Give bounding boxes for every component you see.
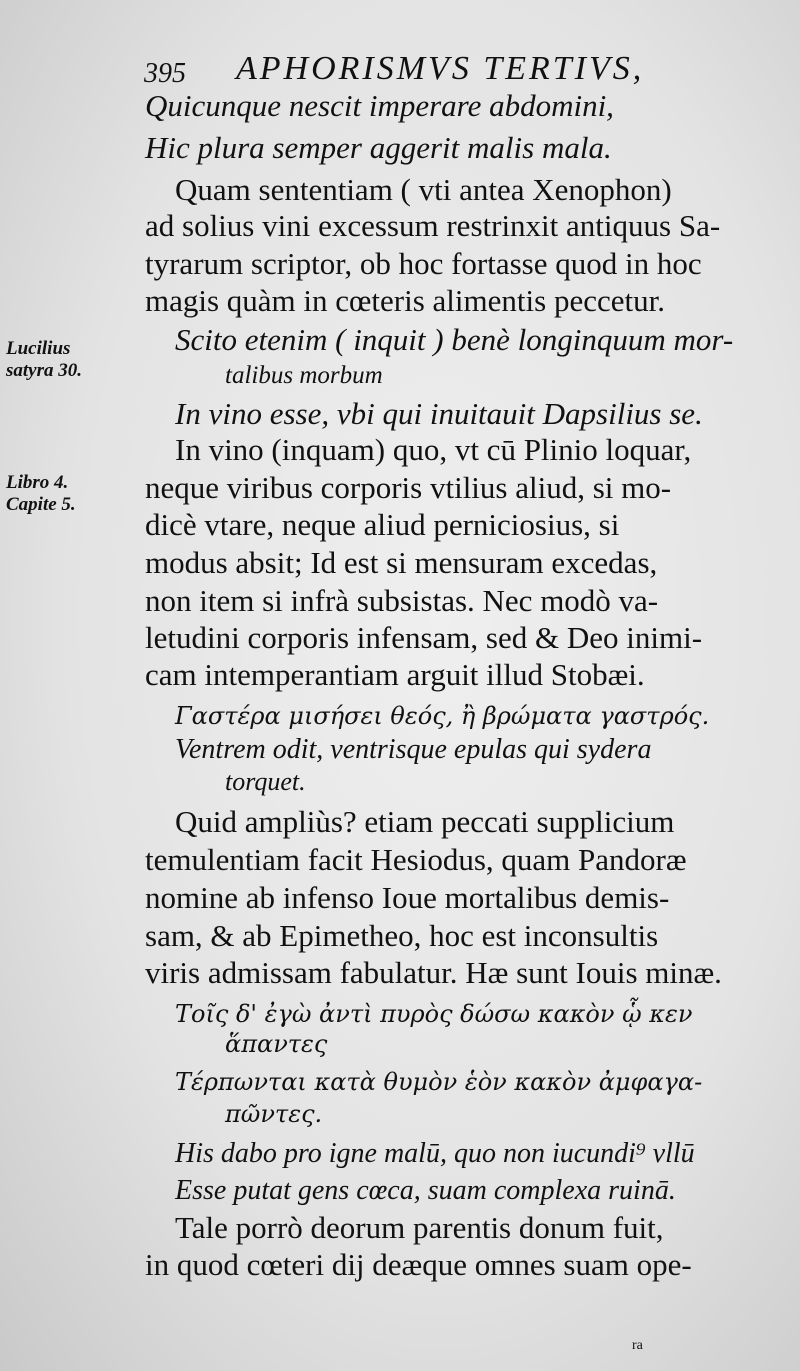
text-line: Quicunque nescit imperare abdomini, bbox=[145, 88, 614, 123]
text-line: magis quàm in cœteris alimentis peccetur. bbox=[145, 283, 665, 318]
text-line: talibus morbum bbox=[225, 362, 383, 389]
text-line: non item si infrà subsistas. Nec modò va- bbox=[145, 583, 659, 618]
margin-note-libro: Libro 4. Capite 5. bbox=[6, 472, 76, 515]
text-line: modus absit; Id est si mensuram excedas, bbox=[145, 545, 658, 580]
text-line: neque viribus corporis vtilius aliud, si mo- bbox=[145, 470, 672, 505]
text-line: Tale porrò deorum parentis donum fuit, bbox=[175, 1210, 664, 1245]
text-line: ad solius vini excessum restrinxit antiquus Sa- bbox=[145, 208, 721, 243]
text-line: sam, & ab Epimetheo, hoc est inconsultis bbox=[145, 918, 659, 953]
text-line: nomine ab infenso Ioue mortalibus demis- bbox=[145, 880, 670, 915]
catchword: ra bbox=[632, 1338, 643, 1353]
text-line: In vino esse, vbi qui inuitauit Dapsilius se. bbox=[175, 396, 703, 431]
text-line: Ventrem odit, ventrisque epulas qui sydera bbox=[175, 734, 652, 765]
page-number: 395 bbox=[144, 58, 186, 89]
running-title: APHORISMVS TERTIVS, bbox=[236, 50, 645, 87]
greek-line: Γαστέρα μισήσει θεός, ἢ βρώματα γαστρός. bbox=[175, 702, 710, 730]
text-line: Quid ampliùs? etiam peccati supplicium bbox=[175, 804, 675, 839]
greek-line: Τέρπωνται κατὰ θυμὸν ἑὸν κακὸν ἀμφαγα- bbox=[175, 1068, 703, 1096]
text-line: Quam sententiam ( vti antea Xenophon) bbox=[175, 172, 672, 207]
text-line: dicè vtare, neque aliud perniciosius, si bbox=[145, 507, 620, 542]
text-line: in quod cœteri dij deæque omnes suam ope- bbox=[145, 1247, 692, 1282]
greek-line: Τοῖς δ' ἐγὼ ἀντὶ πυρὸς δώσω κακὸν ᾧ κεν bbox=[175, 1000, 693, 1028]
greek-line: πῶντες. bbox=[225, 1100, 323, 1128]
text-line: Hic plura semper aggerit malis mala. bbox=[145, 130, 612, 165]
text-line: tyrarum scriptor, ob hoc fortasse quod in hoc bbox=[145, 246, 702, 281]
text-line: cam intemperantiam arguit illud Stobæi. bbox=[145, 657, 645, 692]
text-line: Esse putat gens cœca, suam complexa ruinā. bbox=[175, 1175, 676, 1206]
text-line: In vino (inquam) quo, vt cū Plinio loquar, bbox=[175, 432, 692, 467]
text-line: viris admissam fabulatur. Hæ sunt Iouis minæ. bbox=[145, 955, 722, 990]
text-line: His dabo pro igne malū, quo non iucundi⁹ vllū bbox=[175, 1138, 695, 1169]
text-line: torquet. bbox=[225, 767, 306, 796]
greek-line: ἅπαντες bbox=[225, 1030, 328, 1058]
text-line: Scito etenim ( inquit ) benè longinquum mor- bbox=[175, 322, 734, 357]
margin-note-lucilius: Lucilius satyra 30. bbox=[6, 338, 82, 381]
text-line: letudini corporis infensam, sed & Deo inimi- bbox=[145, 620, 703, 655]
text-line: temulentiam facit Hesiodus, quam Pandoræ bbox=[145, 842, 687, 877]
